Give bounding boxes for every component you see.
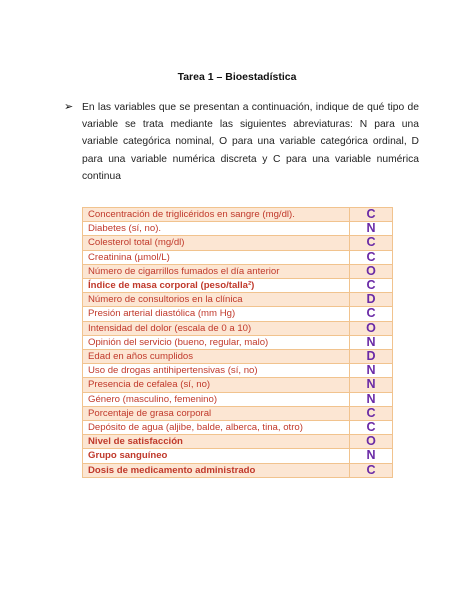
table-row — [83, 307, 393, 321]
variable-label: Opinión del servicio (bueno, regular, malo) — [83, 335, 350, 349]
variable-type-answer: C — [350, 463, 393, 477]
variable-label: Presión arterial diastólica (mm Hg) — [83, 307, 350, 321]
table-row — [83, 378, 393, 392]
variable-label: Índice de masa corporal (peso/talla²) — [83, 279, 350, 293]
table-row — [83, 335, 393, 349]
table-row — [83, 222, 393, 236]
variable-type-answer: O — [350, 264, 393, 278]
variable-type-answer: N — [350, 364, 393, 378]
variable-label: Uso de drogas antihipertensivas (sí, no) — [83, 364, 350, 378]
table-row — [83, 421, 393, 435]
variable-type-answer: N — [350, 335, 393, 349]
variable-label: Diabetes (sí, no). — [83, 222, 350, 236]
table-row — [83, 250, 393, 264]
variable-type-answer: N — [350, 449, 393, 463]
table-row — [83, 364, 393, 378]
table-row — [83, 435, 393, 449]
table-row — [83, 463, 393, 477]
page-title: Tarea 1 – Bioestadística — [177, 71, 297, 83]
variable-type-answer: N — [350, 392, 393, 406]
table-row — [83, 279, 393, 293]
variable-label: Grupo sanguíneo — [83, 449, 350, 463]
variable-label: Creatinina (µmol/L) — [83, 250, 350, 264]
instructions-paragraph — [66, 99, 419, 185]
arrow-bullet-icon: ➢ — [64, 101, 74, 113]
instructions-text: En las variables que se presentan a continuación, indique de qué tipo de variable se trata mediante las siguientes abreviaturas: N para una variable categórica nominal, O para una variable categórica ordinal, D para una variable numérica discreta y C para una variable numérica continua — [82, 102, 419, 182]
table-row — [83, 236, 393, 250]
variable-type-answer: N — [350, 222, 393, 236]
variable-label: Dosis de medicamento administrado — [83, 463, 350, 477]
variable-type-answer: C — [350, 406, 393, 420]
table-row — [83, 350, 393, 364]
variable-type-answer: N — [350, 378, 393, 392]
variable-type-answer: C — [350, 421, 393, 435]
variable-label: Número de cigarrillos fumados el día anterior — [83, 264, 350, 278]
variable-label: Número de consultorios en la clínica — [83, 293, 350, 307]
variable-type-answer: C — [350, 250, 393, 264]
variable-type-answer: C — [350, 236, 393, 250]
variable-type-answer: D — [350, 293, 393, 307]
table-row — [83, 264, 393, 278]
variable-label: Concentración de triglicéridos en sangre (mg/dl). — [83, 208, 350, 222]
variable-type-answer: C — [350, 208, 393, 222]
variable-type-answer: D — [350, 350, 393, 364]
table-row — [83, 406, 393, 420]
variable-label: Intensidad del dolor (escala de 0 a 10) — [83, 321, 350, 335]
variable-type-answer: C — [350, 279, 393, 293]
variable-type-answer: O — [350, 321, 393, 335]
table-row — [83, 392, 393, 406]
variable-label: Edad en años cumplidos — [83, 350, 350, 364]
table-row — [83, 321, 393, 335]
table-row — [83, 449, 393, 463]
variable-type-answer: C — [350, 307, 393, 321]
table-row — [83, 208, 393, 222]
variable-label: Porcentaje de grasa corporal — [83, 406, 350, 420]
variable-type-answer: O — [350, 435, 393, 449]
table-row — [83, 293, 393, 307]
variable-label: Colesterol total (mg/dl) — [83, 236, 350, 250]
variable-label: Presencia de cefalea (sí, no) — [83, 378, 350, 392]
variable-label: Nivel de satisfacción — [83, 435, 350, 449]
variable-label: Depósito de agua (aljibe, balde, alberca, tina, otro) — [83, 421, 350, 435]
variable-label: Género (masculino, femenino) — [83, 392, 350, 406]
variables-table — [82, 207, 393, 478]
